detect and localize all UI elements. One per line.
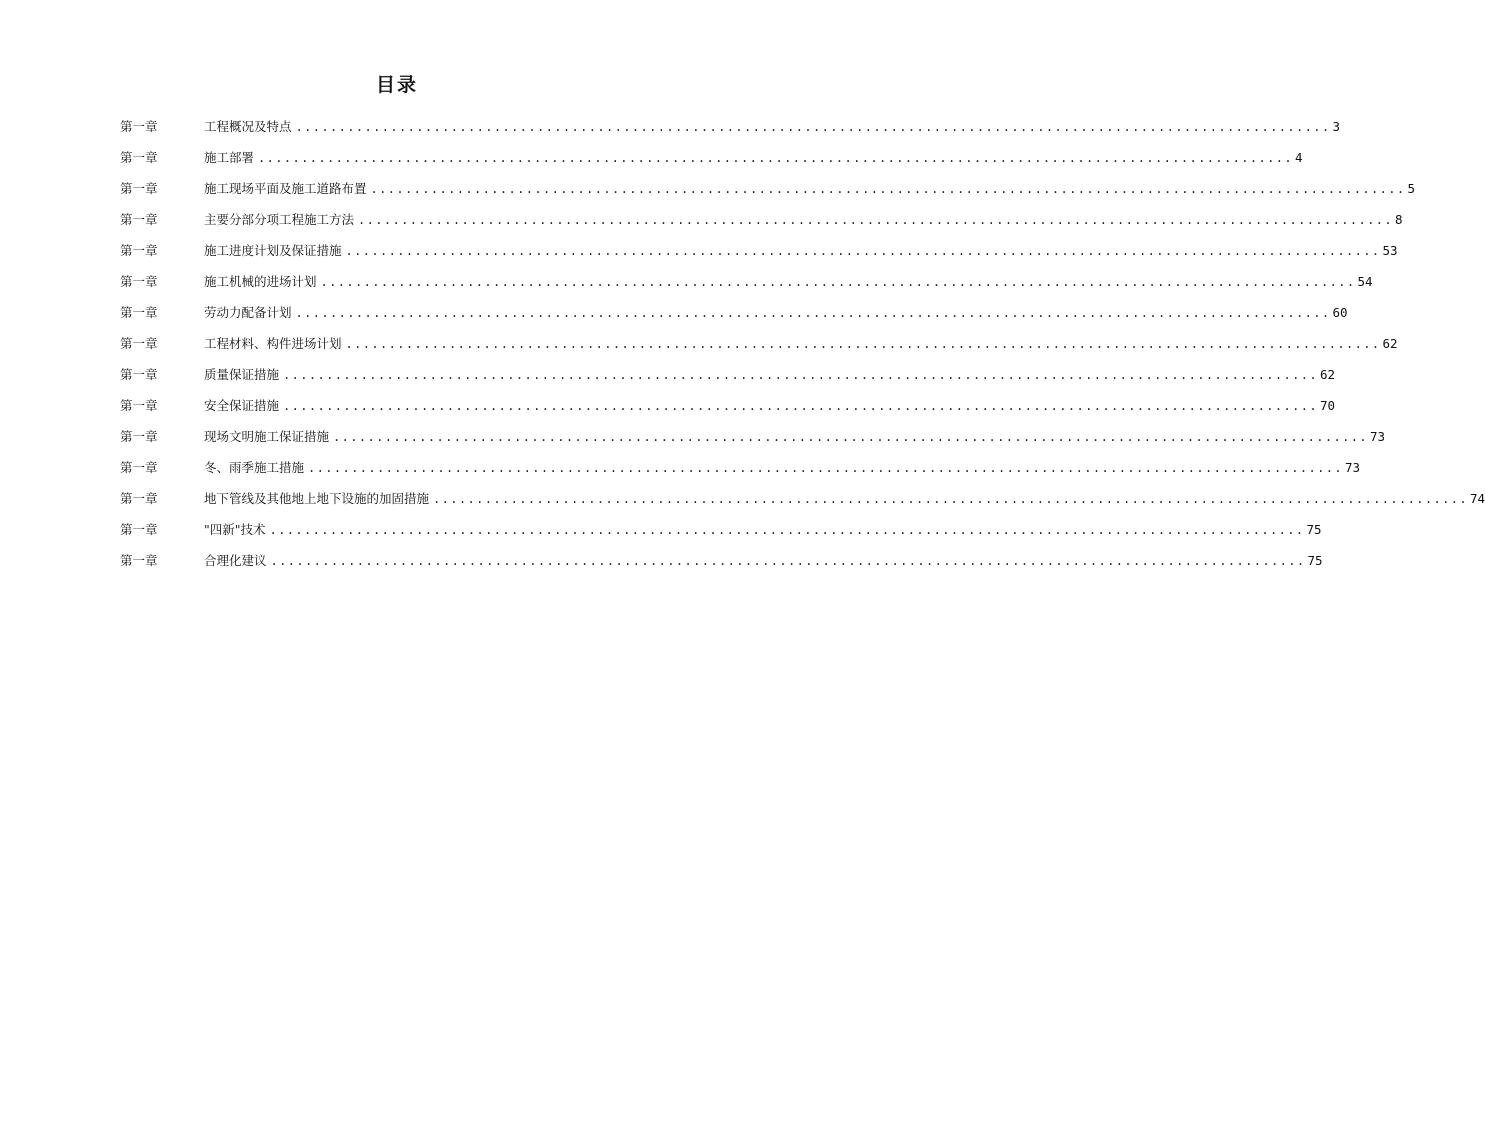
toc-heading: 劳动力配备计划 — [204, 304, 292, 320]
toc-page-number: 73 — [1369, 428, 1386, 444]
toc-entry[interactable] — [120, 452, 1361, 483]
toc-page-number: 75 — [1307, 552, 1323, 568]
toc-heading: 施工现场平面及施工道路布置 — [204, 180, 367, 196]
toc-heading: 地下管线及其他地上地下设施的加固措施 — [204, 490, 430, 506]
toc-dot-leader: ........................................................................................................................ — [433, 491, 1468, 506]
toc-page-number: 60 — [1332, 304, 1348, 320]
toc-entry[interactable] — [120, 297, 1348, 328]
toc-page-number: 54 — [1357, 273, 1373, 289]
toc-chapter-label: 第一章 — [120, 118, 158, 134]
toc-chapter-label: 第一章 — [120, 459, 158, 475]
toc-dot-leader: ........................................................................................................................ — [345, 243, 1381, 258]
toc-entry[interactable] — [120, 266, 1373, 297]
toc-chapter-label: 第一章 — [120, 366, 158, 382]
toc-entry[interactable] — [120, 204, 1403, 235]
toc-dot-leader: ........................................................................................................................ — [345, 336, 1381, 351]
toc-entry[interactable] — [120, 235, 1398, 266]
toc-chapter-label: 第一章 — [120, 304, 158, 320]
toc-dot-leader: ........................................................................................................................ — [370, 181, 1406, 196]
toc-heading: 工程材料、构件进场计划 — [204, 335, 342, 351]
toc-chapter-label: 第一章 — [120, 521, 158, 537]
toc-dot-leader: ........................................................................................................................ — [295, 305, 1331, 320]
toc-chapter-label: 第一章 — [120, 149, 158, 165]
toc-page-number: 73 — [1344, 459, 1361, 475]
toc-chapter-label: 第一章 — [120, 490, 158, 506]
toc-dot-leader: ........................................................................................................................ — [358, 212, 1393, 227]
toc-heading: 施工进度计划及保证措施 — [204, 242, 342, 258]
toc-heading: 施工部署 — [204, 149, 255, 165]
toc-page-number: 53 — [1382, 242, 1398, 258]
toc-heading: 安全保证措施 — [204, 397, 280, 413]
toc-page-number: 4 — [1294, 149, 1303, 165]
toc-entry[interactable] — [120, 421, 1386, 452]
toc-page-number: 5 — [1407, 180, 1415, 196]
toc-chapter-label: 第一章 — [120, 428, 158, 444]
toc-entry[interactable] — [120, 111, 1340, 142]
toc-dot-leader: ........................................................................................................................ — [269, 522, 1305, 537]
toc-page-number: 75 — [1306, 521, 1322, 537]
toc-chapter-label: 第一章 — [120, 211, 158, 227]
toc-page-number: 62 — [1319, 366, 1336, 382]
toc-entry[interactable] — [120, 142, 1303, 173]
toc-entry[interactable] — [120, 390, 1336, 421]
toc-page-number: 62 — [1382, 335, 1398, 351]
toc-page-number: 3 — [1332, 118, 1340, 134]
toc-dot-leader: ........................................................................................................................ — [258, 150, 1293, 165]
toc-chapter-label: 第一章 — [120, 397, 158, 413]
toc-entry[interactable] — [120, 545, 1323, 576]
toc-dot-leader: ........................................................................................................................ — [320, 274, 1356, 289]
toc-page-number: 70 — [1319, 397, 1336, 413]
toc-dot-leader: ........................................................................................................................ — [283, 367, 1318, 382]
toc-heading: 工程概况及特点 — [204, 118, 292, 134]
toc-heading: 主要分部分项工程施工方法 — [204, 211, 355, 227]
toc-heading: 施工机械的进场计划 — [204, 273, 317, 289]
toc-chapter-label: 第一章 — [120, 552, 158, 568]
toc-title: 目录 — [375, 74, 418, 96]
toc-heading: 合理化建议 — [204, 552, 267, 568]
toc-entry[interactable] — [120, 328, 1398, 359]
toc-entry[interactable] — [120, 483, 1485, 514]
toc-page-number: 74 — [1469, 490, 1485, 506]
toc-dot-leader: ........................................................................................................................ — [270, 553, 1306, 568]
toc-heading: 冬、雨季施工措施 — [204, 459, 305, 475]
toc-chapter-label: 第一章 — [120, 335, 158, 351]
toc-heading: 质量保证措施 — [204, 366, 280, 382]
toc-chapter-label: 第一章 — [120, 273, 158, 289]
toc-dot-leader: ........................................................................................................................ — [333, 429, 1368, 444]
toc-entry[interactable] — [120, 173, 1415, 204]
toc-list — [120, 111, 1485, 576]
toc-chapter-label: 第一章 — [120, 242, 158, 258]
toc-heading: "四新"技术 — [204, 521, 266, 537]
toc-page-number: 8 — [1394, 211, 1403, 227]
toc-entry[interactable] — [120, 514, 1322, 545]
toc-heading: 现场文明施工保证措施 — [204, 428, 330, 444]
toc-entry[interactable] — [120, 359, 1336, 390]
toc-dot-leader: ........................................................................................................................ — [308, 460, 1343, 475]
toc-chapter-label: 第一章 — [120, 180, 158, 196]
toc-dot-leader: ........................................................................................................................ — [295, 119, 1331, 134]
toc-dot-leader: ........................................................................................................................ — [283, 398, 1318, 413]
